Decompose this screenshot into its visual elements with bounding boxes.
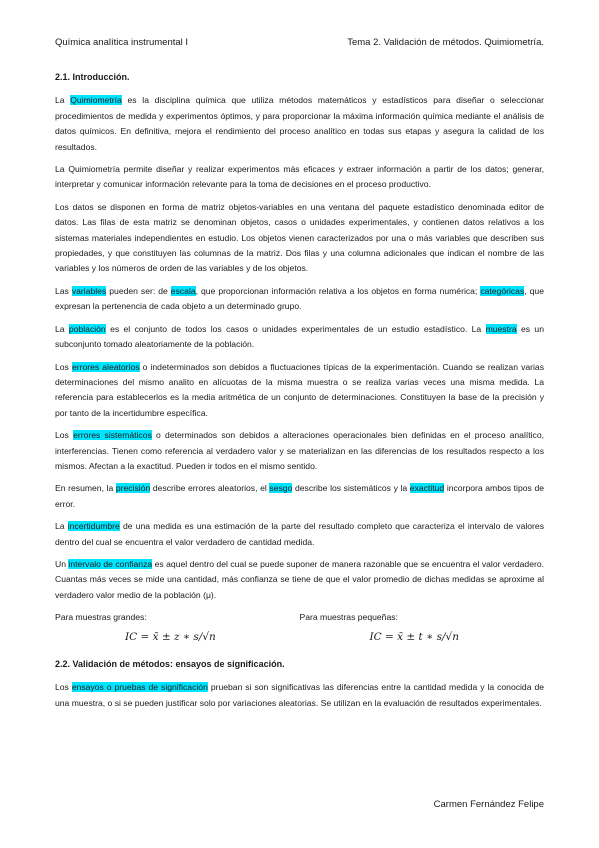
text: Las [55, 285, 72, 296]
highlight-term: incertidumbre [67, 521, 120, 532]
formula-large-samples: IC = x̄ ± z ∗ s/√n [125, 630, 216, 643]
text: describe errores aleatorios, el [150, 483, 270, 494]
text: o determinados son debidos a alteraciones operacionales bien definidas en el proceso analítico, interferencias. Tienen como referencia al verdadero valor y se materializan en las diferencias de los resultados respecto a los mismos. Afectan a la exactitud. Pueden ir todos en el mismo sentido. [55, 430, 544, 471]
section-heading-validacion: 2.2. Validación de métodos: ensayos de significación. [55, 659, 285, 669]
paragraph-errores-sistematicos [55, 428, 544, 474]
label-large-samples: Para muestras grandes: [55, 612, 147, 623]
text: es el conjunto de todos los casos o unidades experimentales de un estudio estadístico. La [105, 323, 486, 334]
highlight-term: intervalo de confianza [68, 558, 153, 569]
highlight-term: Quimiometría [70, 95, 122, 106]
text: Los [55, 682, 72, 693]
paragraph-incertidumbre [55, 519, 544, 550]
paragraph-poblacion [55, 322, 544, 353]
paragraph-data-matrix: Los datos se disponen en forma de matriz objetos-variables en una ventana del paquete estadístico denominada editor de datos. Las filas de esta matriz se denominan objetos, casos o unidades experimentales, y contienen datos relativos a los sistemas materiales independientes en estudio. Los objetos vienen caracterizados por una o más variables que describen sus propiedades, y que constituyen las columnas de la matriz. Dos filas y una columna adicionales que indican el nombre de las variables y los números de orden de las variables y de los objetos. [55, 201, 544, 274]
text: , que expresan la pertenencia de cada objeto a un determinado grupo. [55, 285, 544, 312]
paragraph-intervalo-confianza [55, 557, 544, 603]
text: En resumen, la [55, 483, 116, 494]
text: describe los sistemáticos y la [292, 483, 410, 494]
paragraph-quimiometria-uses: La Quimiometría permite diseñar y realizar experimentos más eficaces y extraer información a partir de los datos; generar, interpretar y comunicar información relevante para la toma de decisiones en el proceso productivo. [55, 164, 544, 190]
text: de una medida es una estimación de la parte del resultado completo que caracteriza el intervalo de valores dentro del cual se encuentra el valor verdadero de cantidad medida. [55, 521, 544, 547]
highlight-term: ensayos o pruebas de significación [71, 682, 208, 693]
section-heading-intro: 2.1. Introducción. [55, 72, 130, 82]
formula-row [55, 630, 544, 645]
highlight-term: escala [170, 285, 196, 296]
text: Los [55, 430, 74, 441]
highlight-term: categóricas [480, 285, 525, 296]
text: es un subconjunto tomado aleatoriamente de la población. [55, 323, 544, 350]
highlight-term: variables [71, 285, 107, 296]
text: o indeterminados son debidos a fluctuaciones típicas de la experimentación. Cuando se realizan varias determinaciones del mismo analito en alícuotas de la misma muestra o se realiza varias veces una misma medida. La referencia para establecerlos es la media aritmética de un conjunto de determinaciones. Constituyen la base de la precisión y por tanto de la incertidumbre específica. [55, 361, 544, 418]
header-course: Química analítica instrumental I [55, 37, 189, 48]
text: prueban si son significativas las diferencias entre la cantidad medida y la conocida de una muestra, o si se pueden justificar solo por variaciones aleatorias. Se utilizan en la evaluación de resultados experimentales. [55, 682, 545, 708]
formula-labels [55, 610, 544, 625]
paragraph-ensayos [55, 680, 544, 711]
paragraph-quimiometria [55, 93, 544, 155]
footer-author: Carmen Fernández Felipe [433, 799, 544, 810]
highlight-term: errores aleatorios [71, 361, 140, 372]
text: es la disciplina química que utiliza métodos matemáticos y estadísticos para diseñar o seleccionar procedimientos de medida y experimentos óptimos, y para proporcionar la máxima información química mediante el análisis de datos químicos. En definitiva, mejora el rendimiento del proceso analítico en todas sus etapas y asegura la calidad de los resultados. [55, 95, 544, 152]
highlight-term: precisión [115, 483, 151, 494]
text: , que proporcionan información relativa a los objetos en forma numérica; [195, 285, 481, 296]
paragraph-variables [55, 284, 544, 315]
text: Los [55, 361, 72, 372]
label-small-samples: Para muestras pequeñas: [299, 612, 398, 623]
paragraph-resumen [55, 481, 544, 512]
text: La [55, 323, 69, 334]
highlight-term: muestra [485, 323, 517, 334]
document-body [55, 70, 544, 718]
paragraph-errores-aleatorios [55, 360, 544, 422]
text: incorpora ambos tipos de error. [55, 483, 545, 509]
highlight-term: errores sistemáticos [73, 430, 152, 441]
highlight-term: exactitud [409, 483, 445, 494]
header-topic: Tema 2. Validación de métodos. Quimiometría. [347, 37, 544, 48]
highlight-term: sesgo [269, 483, 293, 494]
text: La [55, 521, 68, 532]
highlight-term: población [68, 323, 106, 334]
text: es aquel dentro del cual se puede suponer de manera razonable que se encuentra el valor verdadero. Cuantas más veces se mide una cantidad, más confianza se tiene de que el valor promedio de dichas medidas se aproxime al verdadero valor medio de la población (μ). [55, 558, 544, 600]
text: Un [55, 558, 69, 569]
text: La [55, 95, 71, 106]
text: pueden ser: de [106, 285, 171, 296]
formula-small-samples: IC = x̄ ± t ∗ s/√n [369, 630, 459, 643]
